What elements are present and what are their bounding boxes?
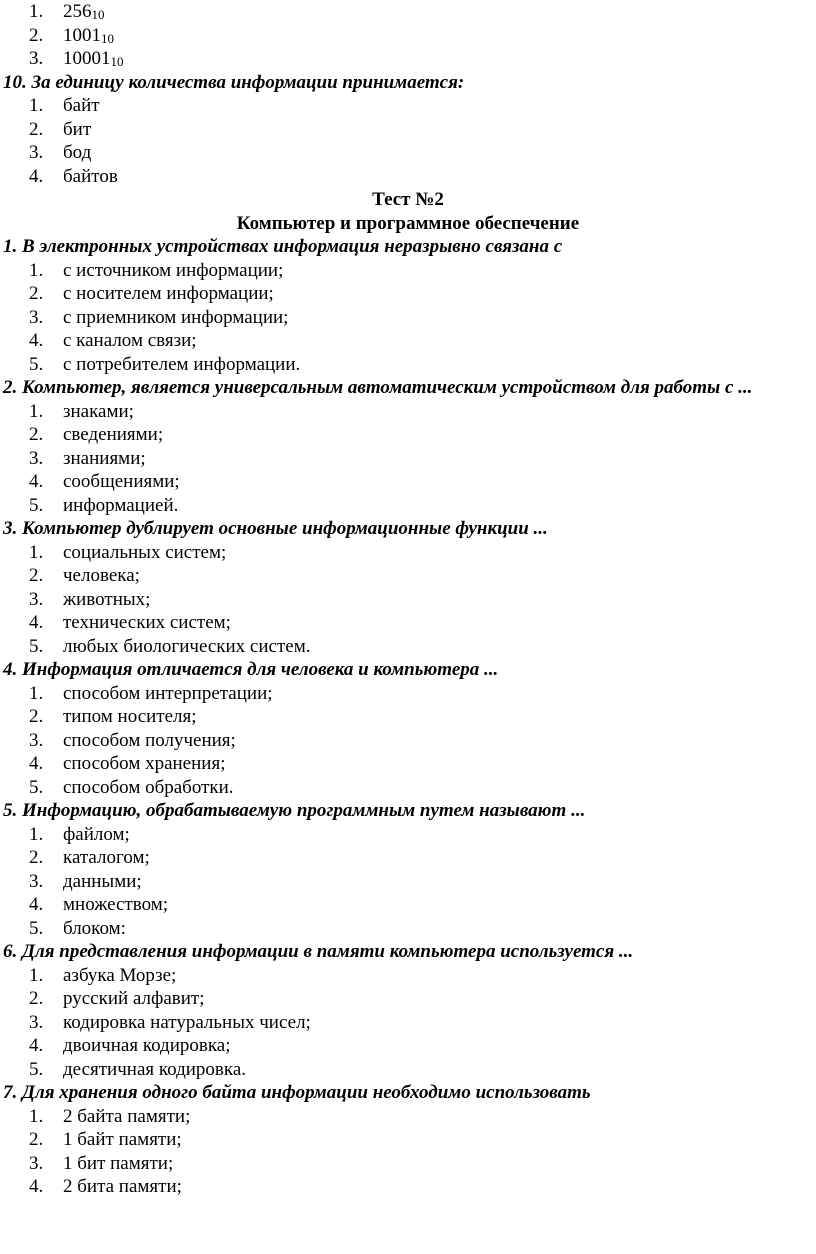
option-item [0, 870, 816, 894]
option-item [0, 0, 816, 24]
question-6-text: 6. Для представления информации в памяти компьютера используется ... [3, 941, 634, 962]
option-number: 3. [29, 1011, 44, 1033]
number-base: 10 [101, 30, 114, 46]
option-item [0, 729, 816, 753]
option-number: 3. [29, 729, 44, 751]
option-number: 3. [29, 588, 44, 610]
option-text: с каналом связи; [63, 330, 197, 351]
option-text: сообщениями; [63, 471, 180, 492]
option-number: 4. [29, 1035, 44, 1056]
question-7-options [0, 1105, 816, 1199]
test-subtitle: Компьютер и программное обеспечение [236, 212, 580, 234]
question-3-options [0, 541, 816, 659]
option-text: человека; [63, 565, 140, 586]
option-number: 4. [29, 330, 44, 351]
option-item [0, 1175, 816, 1199]
option-item [0, 259, 816, 283]
option-item [0, 588, 816, 612]
option-number: 5. [29, 353, 44, 375]
number-base: 10 [91, 7, 105, 22]
test-title: Тест №2 [372, 189, 444, 210]
option-text: множеством; [63, 894, 169, 915]
option-text [63, 0, 105, 24]
question-6-options [0, 964, 816, 1082]
option-number: 5. [29, 635, 44, 657]
option-text: данными; [63, 870, 142, 892]
option-text: 2 байта памяти; [63, 1105, 191, 1127]
number-value: 1001 [63, 24, 101, 46]
option-text: файлом; [63, 823, 130, 845]
option-text: животных; [63, 588, 151, 610]
question-4-options [0, 682, 816, 800]
option-item [0, 24, 816, 48]
option-item [0, 611, 816, 635]
option-number: 1. [29, 964, 44, 986]
question-3-text: 3. Компьютер дублирует основные информационные функции ... [3, 518, 548, 539]
option-text: способом получения; [63, 729, 236, 751]
option-item [0, 1152, 816, 1176]
option-item [0, 494, 816, 518]
option-item [0, 1034, 816, 1058]
option-item [0, 541, 816, 565]
option-item [0, 165, 816, 189]
option-text: способом обработки. [63, 776, 234, 798]
option-number: 4. [29, 165, 44, 187]
option-number: 5. [29, 917, 44, 939]
option-item [0, 682, 816, 706]
option-text: бод [63, 142, 92, 163]
question-5-text: 5. Информацию, обрабатываемую программным путем называют ... [3, 800, 586, 821]
question-4-text: 4. Информация отличается для человека и компьютера ... [3, 659, 499, 680]
option-number: 1. [29, 823, 44, 845]
option-text: бит [63, 118, 92, 140]
option-number: 4. [29, 1176, 44, 1197]
option-text: с потребителем информации. [63, 353, 301, 375]
option-number: 1. [29, 1105, 44, 1127]
option-number: 3. [29, 1152, 44, 1174]
option-number: 2. [29, 424, 44, 445]
option-text: азбука Морзе; [63, 964, 177, 986]
option-item [0, 423, 816, 447]
option-text: 1 бит памяти; [63, 1152, 174, 1174]
option-item [0, 329, 816, 353]
option-number: 5. [29, 776, 44, 798]
option-number: 2. [29, 565, 44, 586]
option-number: 1. [29, 541, 44, 563]
option-number: 2. [29, 24, 44, 46]
option-text [63, 47, 124, 71]
option-number: 2. [29, 1129, 44, 1150]
option-item [0, 1105, 816, 1129]
option-text: с носителем информации; [63, 283, 274, 304]
option-item [0, 564, 816, 588]
option-number: 3. [29, 306, 44, 328]
question-5-options [0, 823, 816, 941]
option-number: 2. [29, 283, 44, 304]
option-item [0, 705, 816, 729]
option-item [0, 752, 816, 776]
option-item [0, 141, 816, 165]
question-1-text: 1. В электронных устройствах информация неразрывно связана с [3, 236, 563, 257]
option-item [0, 987, 816, 1011]
option-item [0, 964, 816, 988]
option-number: 1. [29, 259, 44, 281]
option-text: сведениями; [63, 424, 164, 445]
question-2-options [0, 400, 816, 518]
option-item [0, 893, 816, 917]
option-item [0, 306, 816, 330]
question-2-text: 2. Компьютер, является универсальным автоматическим устройством для работы с ... [3, 377, 753, 398]
option-item [0, 1011, 816, 1035]
option-number: 2. [29, 988, 44, 1009]
option-text: десятичная кодировка. [63, 1058, 247, 1080]
option-number: 4. [29, 894, 44, 915]
option-text: с приемником информации; [63, 306, 289, 328]
option-item [0, 823, 816, 847]
option-number: 2. [29, 706, 44, 727]
option-text: двоичная кодировка; [63, 1035, 231, 1056]
option-item [0, 118, 816, 142]
option-number: 1. [29, 1, 44, 22]
option-text: с источником информации; [63, 259, 284, 281]
number-base: 10 [110, 54, 124, 69]
option-text: знаниями; [63, 447, 146, 469]
option-number: 3. [29, 447, 44, 469]
option-text: кодировка натуральных чисел; [63, 1011, 311, 1033]
option-number: 3. [29, 870, 44, 892]
question-10-text: 10. За единицу количества информации принимается: [3, 71, 465, 93]
option-text: каталогом; [63, 847, 150, 868]
option-text: социальных систем; [63, 541, 227, 563]
option-number: 4. [29, 471, 44, 492]
option-number: 4. [29, 753, 44, 774]
option-text: способом хранения; [63, 753, 226, 774]
number-value: 256 [63, 1, 92, 22]
option-item [0, 846, 816, 870]
option-item [0, 47, 816, 71]
option-item [0, 635, 816, 659]
option-text: любых биологических систем. [63, 635, 311, 657]
option-text [63, 24, 114, 48]
option-item [0, 470, 816, 494]
option-number: 3. [29, 48, 44, 69]
option-text: технических систем; [63, 612, 231, 633]
option-item [0, 400, 816, 424]
option-text: байтов [63, 165, 118, 187]
option-item [0, 282, 816, 306]
option-item [0, 353, 816, 377]
option-text: блоком: [63, 917, 126, 939]
option-item [0, 776, 816, 800]
question-7-text: 7. Для хранения одного байта информации необходимо использовать [3, 1082, 591, 1103]
question-10-options [0, 94, 816, 188]
option-number: 2. [29, 118, 44, 140]
option-number: 1. [29, 95, 44, 116]
option-item [0, 447, 816, 471]
option-text: 2 бита памяти; [63, 1176, 182, 1197]
option-item [0, 94, 816, 118]
prev-question-options [0, 0, 816, 71]
option-number: 5. [29, 1058, 44, 1080]
option-number: 5. [29, 494, 44, 516]
question-1-options [0, 259, 816, 377]
option-item [0, 1128, 816, 1152]
option-item [0, 1058, 816, 1082]
option-text: типом носителя; [63, 706, 197, 727]
option-text: русский алфавит; [63, 988, 205, 1009]
option-number: 1. [29, 682, 44, 704]
option-number: 1. [29, 400, 44, 422]
option-number: 4. [29, 612, 44, 633]
option-number: 2. [29, 847, 44, 868]
number-value: 10001 [63, 48, 111, 69]
option-text: способом интерпретации; [63, 682, 273, 704]
option-number: 3. [29, 142, 44, 163]
option-text: 1 байт памяти; [63, 1129, 182, 1150]
question-list [0, 235, 816, 1199]
option-item [0, 917, 816, 941]
option-text: байт [63, 95, 100, 116]
option-text: информацией. [63, 494, 179, 516]
option-text: знаками; [63, 400, 134, 422]
